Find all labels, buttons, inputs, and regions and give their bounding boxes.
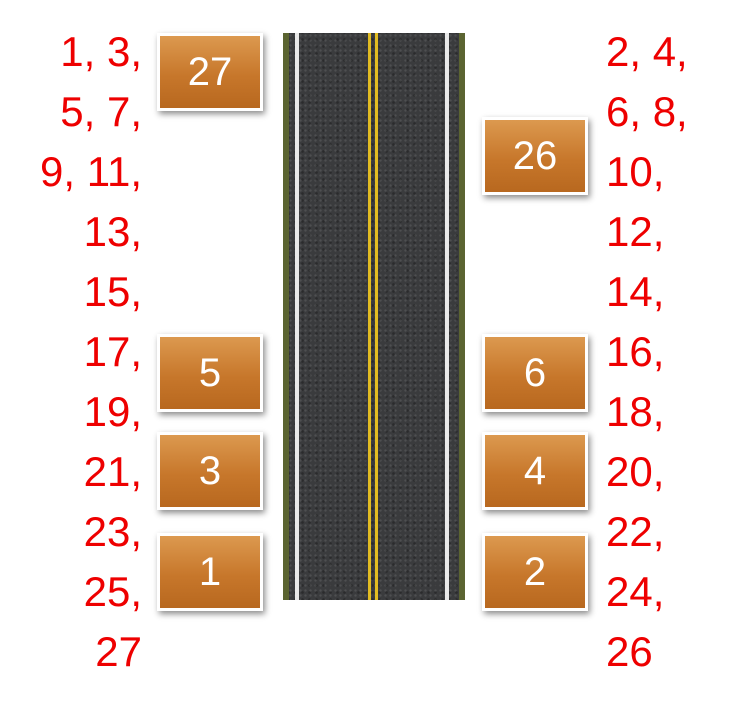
right-number-label: 20, <box>606 448 665 495</box>
house-box-left: 5 <box>157 334 263 412</box>
house-box-right: 6 <box>482 334 588 412</box>
house-box-left: 3 <box>157 432 263 510</box>
road-shoulder-left <box>283 33 289 600</box>
road-shoulder-right <box>459 33 465 600</box>
road-edge-line-left <box>295 33 299 600</box>
house-box-right: 4 <box>482 432 588 510</box>
right-number-label: 22, <box>606 508 665 555</box>
road-center-line <box>375 33 378 600</box>
left-number-label: 19, <box>83 388 142 435</box>
left-number-label: 17, <box>83 328 142 375</box>
house-box-right: 2 <box>482 533 588 611</box>
right-number-label: 26 <box>606 628 653 675</box>
right-number-label: 18, <box>606 388 665 435</box>
left-number-label: 15, <box>83 268 142 315</box>
right-number-label: 10, <box>606 148 665 195</box>
left-number-label: 1, 3, <box>60 28 142 75</box>
left-odd-numbers-list <box>0 26 142 686</box>
left-number-label: 27 <box>95 628 142 675</box>
right-even-numbers-list <box>606 26 736 686</box>
left-number-label: 5, 7, <box>60 88 142 135</box>
left-number-label: 23, <box>83 508 142 555</box>
right-number-label: 24, <box>606 568 665 615</box>
right-number-label: 12, <box>606 208 665 255</box>
right-number-label: 14, <box>606 268 665 315</box>
left-number-label: 13, <box>83 208 142 255</box>
house-box-left: 1 <box>157 533 263 611</box>
left-number-label: 9, 11, <box>40 148 142 195</box>
road-center-line <box>368 33 371 600</box>
right-number-label: 6, 8, <box>606 88 688 135</box>
left-number-label: 21, <box>83 448 142 495</box>
right-number-label: 16, <box>606 328 665 375</box>
left-number-label: 25, <box>83 568 142 615</box>
road <box>283 33 465 600</box>
house-box-left: 27 <box>157 33 263 111</box>
house-box-right: 26 <box>482 117 588 195</box>
road-edge-line-right <box>445 33 449 600</box>
right-number-label: 2, 4, <box>606 28 688 75</box>
